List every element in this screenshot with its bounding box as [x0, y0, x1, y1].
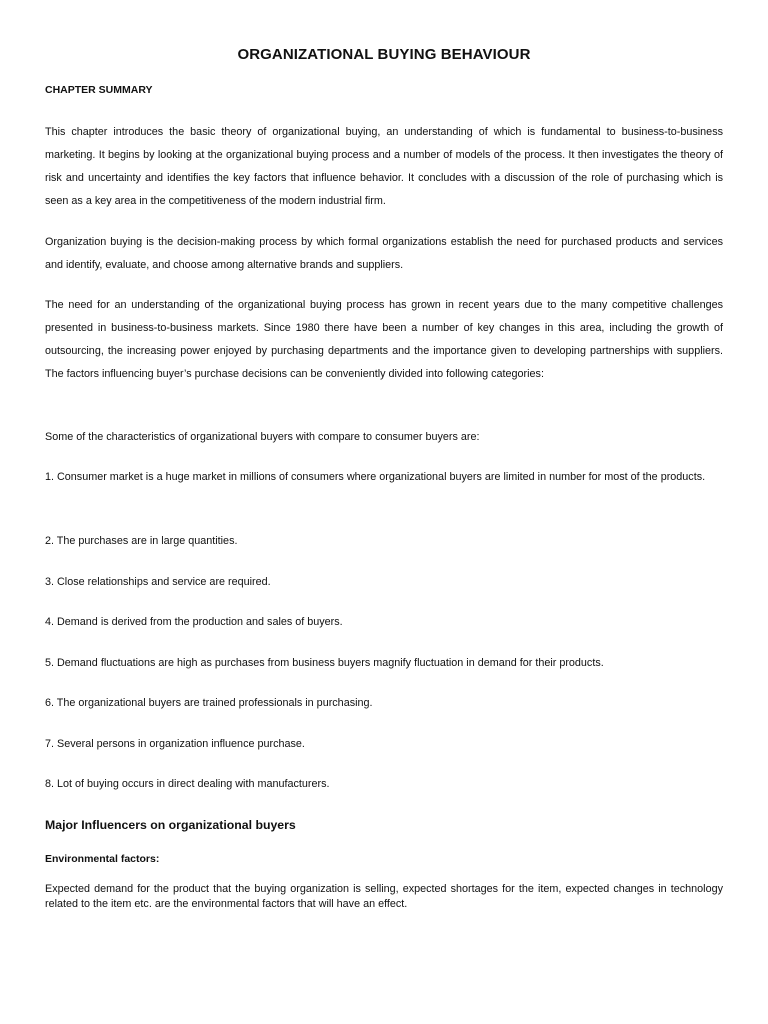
list-item: 5. Demand fluctuations are high as purchases from business buyers magnify fluctuation in demand for their products. [45, 657, 604, 669]
environmental-factors-paragraph: Expected demand for the product that the buying organization is selling, expected shortages for the item, expected changes in technology related to the item etc. are the environmental factors that will have an effect. [45, 883, 723, 910]
major-influencers-heading: Major Influencers on organizational buyers [45, 818, 296, 832]
definition-paragraph: Organization buying is the decision-making process by which formal organizations establish the need for purchased products and services and identify, evaluate, and choose among alternative brands and suppliers. [45, 236, 723, 271]
list-item: 2. The purchases are in large quantities. [45, 535, 238, 547]
environmental-factors-heading: Environmental factors: [45, 853, 160, 865]
list-item: 7. Several persons in organization influence purchase. [45, 738, 305, 750]
list-item: 8. Lot of buying occurs in direct dealing with manufacturers. [45, 778, 330, 790]
list-item: 4. Demand is derived from the production and sales of buyers. [45, 616, 343, 628]
document-title: ORGANIZATIONAL BUYING BEHAVIOUR [237, 46, 531, 63]
list-item: 1. Consumer market is a huge market in millions of consumers where organizational buyers are limited in number for most of the products. [45, 471, 706, 483]
list-item: 6. The organizational buyers are trained professionals in purchasing. [45, 697, 373, 709]
intro-paragraph: This chapter introduces the basic theory of organizational buying, an understanding of which is fundamental to business-to-business marketing. It begins by looking at the organizational buying process and a number of models of the process. It then investigates the theory of risk and uncertainty and identifies the key factors that influence behavior. It concludes with a discussion of the role of purchasing which is seen as a key area in the competitiveness of the modern industrial firm. [45, 126, 723, 207]
chapter-summary-heading: CHAPTER SUMMARY [45, 84, 153, 96]
context-paragraph: The need for an understanding of the organizational buying process has grown in recent years due to the many competitive challenges presented in business-to-business markets. Since 1980 there have been a number of key changes in this area, including the growth of outsourcing, the increasing power enjoyed by purchasing departments and the importance given to developing partnerships with suppliers. The factors influencing buyer’s purchase decisions can be conveniently divided into following categories: [45, 299, 723, 380]
characteristics-intro: Some of the characteristics of organizational buyers with compare to consumer buyers are: [45, 431, 480, 443]
list-item: 3. Close relationships and service are required. [45, 576, 271, 588]
